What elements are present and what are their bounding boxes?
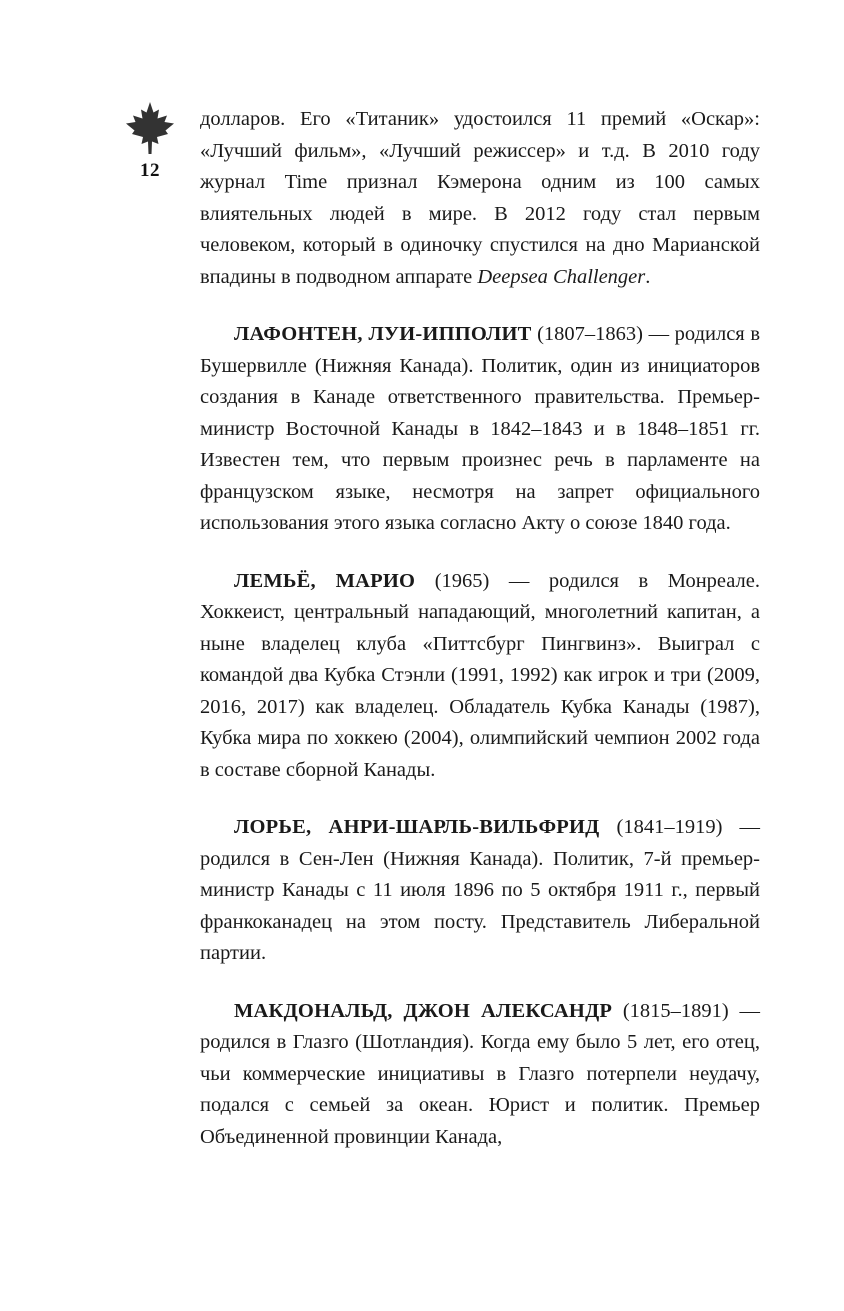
page-number: 12 <box>140 160 160 181</box>
text-run: долларов. Его «Титаник» удостоился 11 премий «Оскар»: «Лучший фильм», «Лучший режиссер» и т.д. В 2010 году журнал Time признал Кэмерона одним из 100 самых влиятельных людей в мире. В 2012 году стал первым человеком, который в одиночку спустился на дно Марианской впадины в подводном аппарате <box>200 108 760 288</box>
paragraph-macdonald <box>200 996 760 1154</box>
maple-leaf-icon <box>124 100 176 156</box>
entry-heading-lemieux: ЛЕМЬЁ, МАРИО <box>234 569 416 592</box>
paragraph-laurier <box>200 812 760 970</box>
text-run: . <box>645 265 651 288</box>
page-body-text <box>200 104 760 1153</box>
text-run: (1841–1919) — родился в Сен-Лен (Нижняя Канада). Политик, 7-й премьер-министр Канады с 11 июля 1896 по 5 октября 1911 г., первый франкоканадец на этом посту. Представитель Либеральной партии. <box>200 816 760 964</box>
paragraph-cameron-continuation <box>200 104 760 293</box>
text-run: (1815–1891) — родился в Глазго (Шотландия). Когда ему было 5 лет, его отец, чьи коммерческие инициативы в Глазго потерпели неудачу, подался с семьей за океан. Юрист и политик. Премьер Объединенной провинции Канада, <box>200 999 760 1148</box>
paragraph-lafontaine <box>200 319 760 540</box>
paragraph-lemieux <box>200 566 760 787</box>
text-run: (1807–1863) — родился в Бушервилле (Нижняя Канада). Политик, один из инициаторов создания в Канаде ответственного правительства. Премьер-министр Восточной Канады в 1842–1843 и в 1848–1851 гг. Известен тем, что первым произнес речь в парламенте на французском языке, несмотря на запрет официального использования этого языка согласно Акту о союзе 1840 года. <box>200 323 761 534</box>
entry-heading-laurier: ЛОРЬЕ, АНРИ-ШАРЛЬ-ВИЛЬФРИД <box>234 816 600 838</box>
page-margin-block <box>110 100 190 182</box>
text-run: (1965) — родился в Монреале. Хоккеист, центральный нападающий, многолетний капитан, а ныне владелец клуба «Питтсбург Пингвинз». Выиграл с командой два Кубка Стэнли (1991, 1992) как игрок и три (2009, 2016, 2017) как владелец. Обладатель Кубка Канады (1987), Кубка мира по хоккею (2004), олимпийский чемпион 2002 года в составе сборной Канады. <box>200 569 760 781</box>
entry-heading-macdonald: МАКДОНАЛЬД, ДЖОН АЛЕКСАНДР <box>234 999 613 1022</box>
italic-title: Deepsea Challenger <box>477 265 646 288</box>
entry-heading-lafontaine: ЛАФОНТЕН, ЛУИ-ИППОЛИТ <box>234 323 532 345</box>
